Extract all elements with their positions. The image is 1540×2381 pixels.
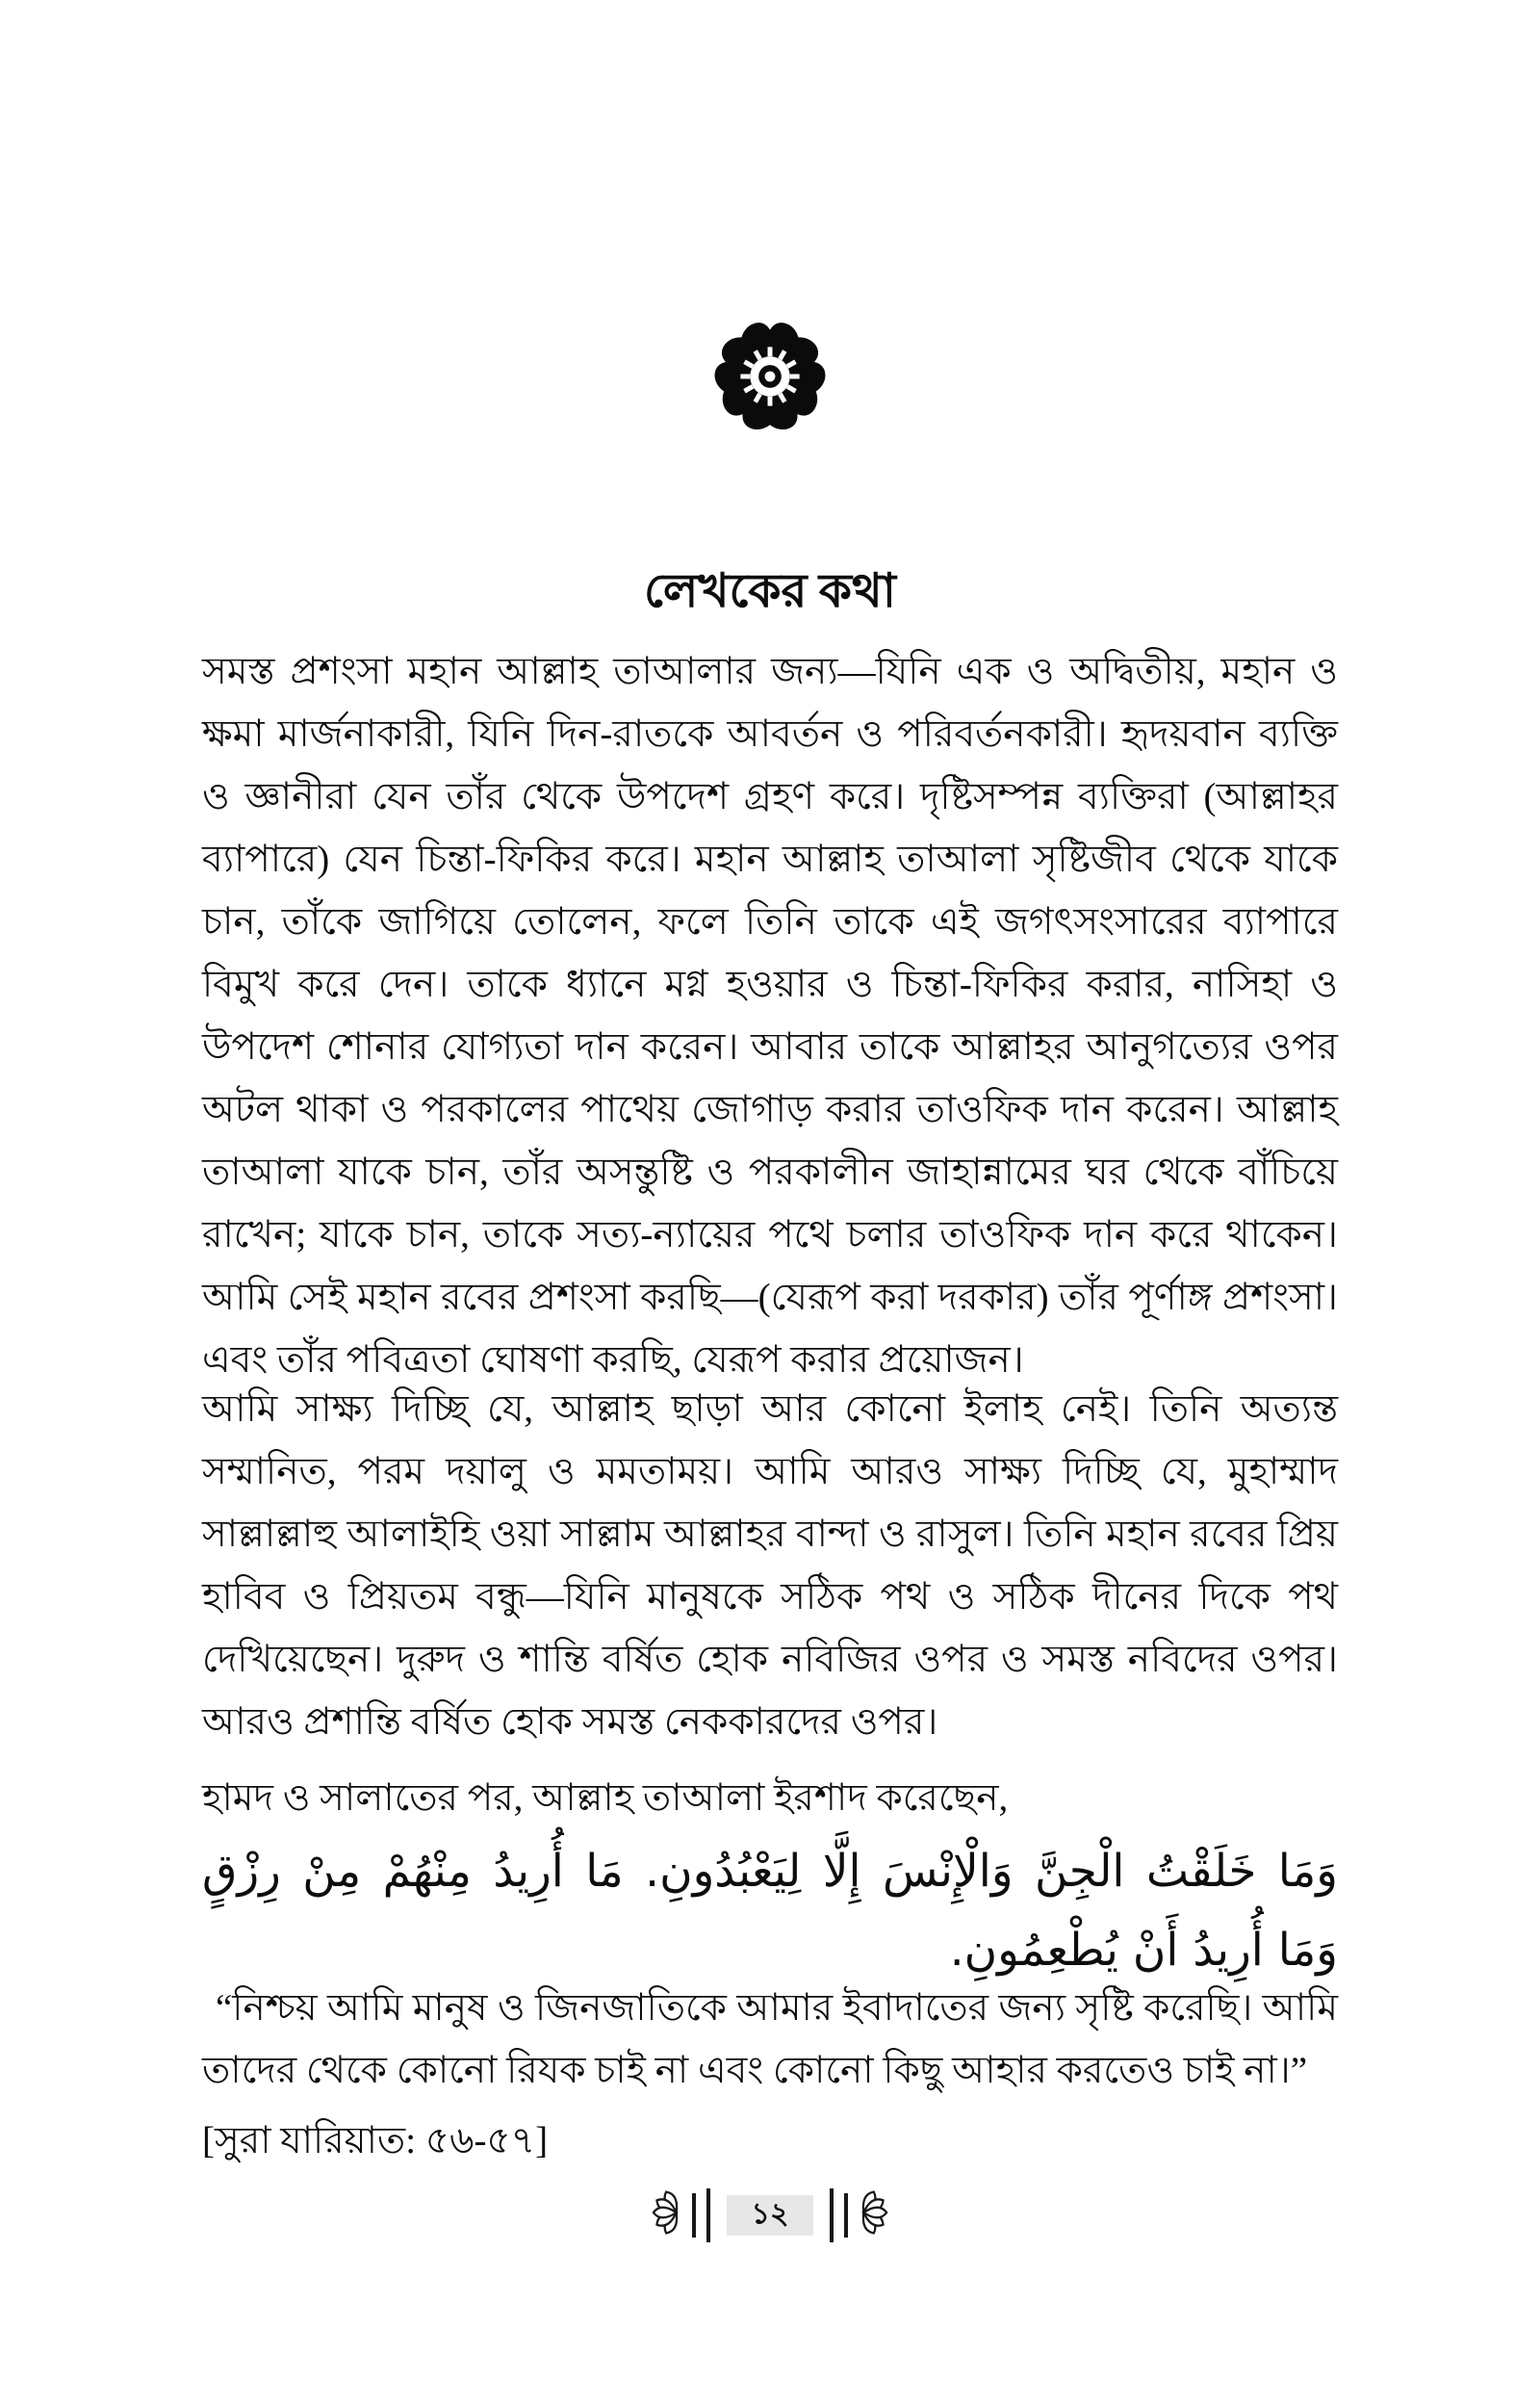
flower-ornament-icon — [694, 300, 846, 457]
page-title: লেখকের কথা — [644, 563, 896, 617]
half-flower-left-icon — [637, 2184, 681, 2246]
page-footer — [0, 2184, 1540, 2246]
verse-translation-quote: “নিশ্চয় আমি মানুষ ও জিনজাতিকে আমার ইবাদাতের জন্য সৃষ্টি করেছি। আমি তাদের থেকে কোনো রিযক চাই না এবং কোনো কিছু আহার করতেও চাই না।” — [202, 1987, 1338, 2091]
surah-reference: [সুরা যারিয়াত: ৫৬-৫৭] — [202, 2120, 549, 2161]
half-flower-right-icon — [859, 2184, 903, 2246]
page-number: ১২ — [751, 2198, 789, 2230]
arabic-verse: وَمَا خَلَقْتُ الْجِنَّ وَالْإِنْسَ إِلَّا لِيَعْبُدُونِ. مَا أُرِيدُ مِنْهُمْ مِنْ رِزْقٍ وَمَا أُرِيدُ أَنْ يُطْعِمُونِ. — [202, 1845, 1338, 1977]
footer-rule-bar — [830, 2188, 834, 2242]
footer-rule-bar — [692, 2193, 696, 2238]
page-number-badge — [727, 2195, 813, 2236]
footer-rule-bar — [706, 2188, 710, 2242]
paragraph-praise: সমস্ত প্রশংসা মহান আল্লাহ তাআলার জন্য—যিনি এক ও অদ্বিতীয়, মহান ও ক্ষমা মার্জনাকারী, যিনি দিন-রাতকে আবর্তন ও পরিবর্তনকারী। হৃদয়বান ব্যক্তি ও জ্ঞানীরা যেন তাঁর থেকে উপদেশ গ্রহণ করে। দৃষ্টিসম্পন্ন ব্যক্তিরা (আল্লাহর ব্যাপারে) যেন চিন্তা-ফিকির করে। মহান আল্লাহ তাআলা সৃষ্টিজীব থেকে যাকে চান, তাঁকে জাগিয়ে তোলেন, ফলে তিনি তাকে এই জগৎসংসারের ব্যাপারে বিমুখ করে দেন। তাকে ধ্যানে মগ্ন হওয়ার ও চিন্তা-ফিকির করার, নাসিহা ও উপদেশ শোনার যোগ্যতা দান করেন। আবার তাকে আল্লাহর আনুগত্যের ওপর অটল থাকা ও পরকালের পাথেয় জোগাড় করার তাওফিক দান করেন। আল্লাহ তাআলা যাকে চান, তাঁর অসন্তুষ্টি ও পরকালীন জাহান্নামের ঘর থেকে বাঁচিয়ে রাখেন; যাকে চান, তাকে সত্য-ন্যায়ের পথে চলার তাওফিক দান করে থাকেন। আমি সেই মহান রবের প্রশংসা করছি—(যেরূপ করা দরকার) তাঁর পূর্ণাঙ্গ প্রশংসা। এবং তাঁর পবিত্রতা ঘোষণা করছি, যেরূপ করার প্রয়োজন। — [202, 651, 1338, 1381]
paragraph-intro-to-verse: হামদ ও সালাতের পর, আল্লাহ তাআলা ইরশাদ করেছেন, — [202, 1777, 1009, 1819]
paragraph-testimony: আমি সাক্ষ্য দিচ্ছি যে, আল্লাহ ছাড়া আর কোনো ইলাহ নেই। তিনি অত্যন্ত সম্মানিত, পরম দয়ালু ও মমতাময়। আমি আরও সাক্ষ্য দিচ্ছি যে, মুহাম্মাদ সাল্লাল্লাহু আলাইহি ওয়া সাল্লাম আল্লাহর বান্দা ও রাসুল। তিনি মহান রবের প্রিয় হাবিব ও প্রিয়তম বন্ধু—যিনি মানুষকে সঠিক পথ ও সঠিক দীনের দিকে পথ দেখিয়েছেন। দুরুদ ও শান্তি বর্ষিত হোক নবিজির ওপর ও সমস্ত নবিদের ওপর। আরও প্রশান্তি বর্ষিত হোক সমস্ত নেককারদের ওপর। — [202, 1388, 1338, 1743]
footer-rule-bar — [844, 2193, 848, 2238]
